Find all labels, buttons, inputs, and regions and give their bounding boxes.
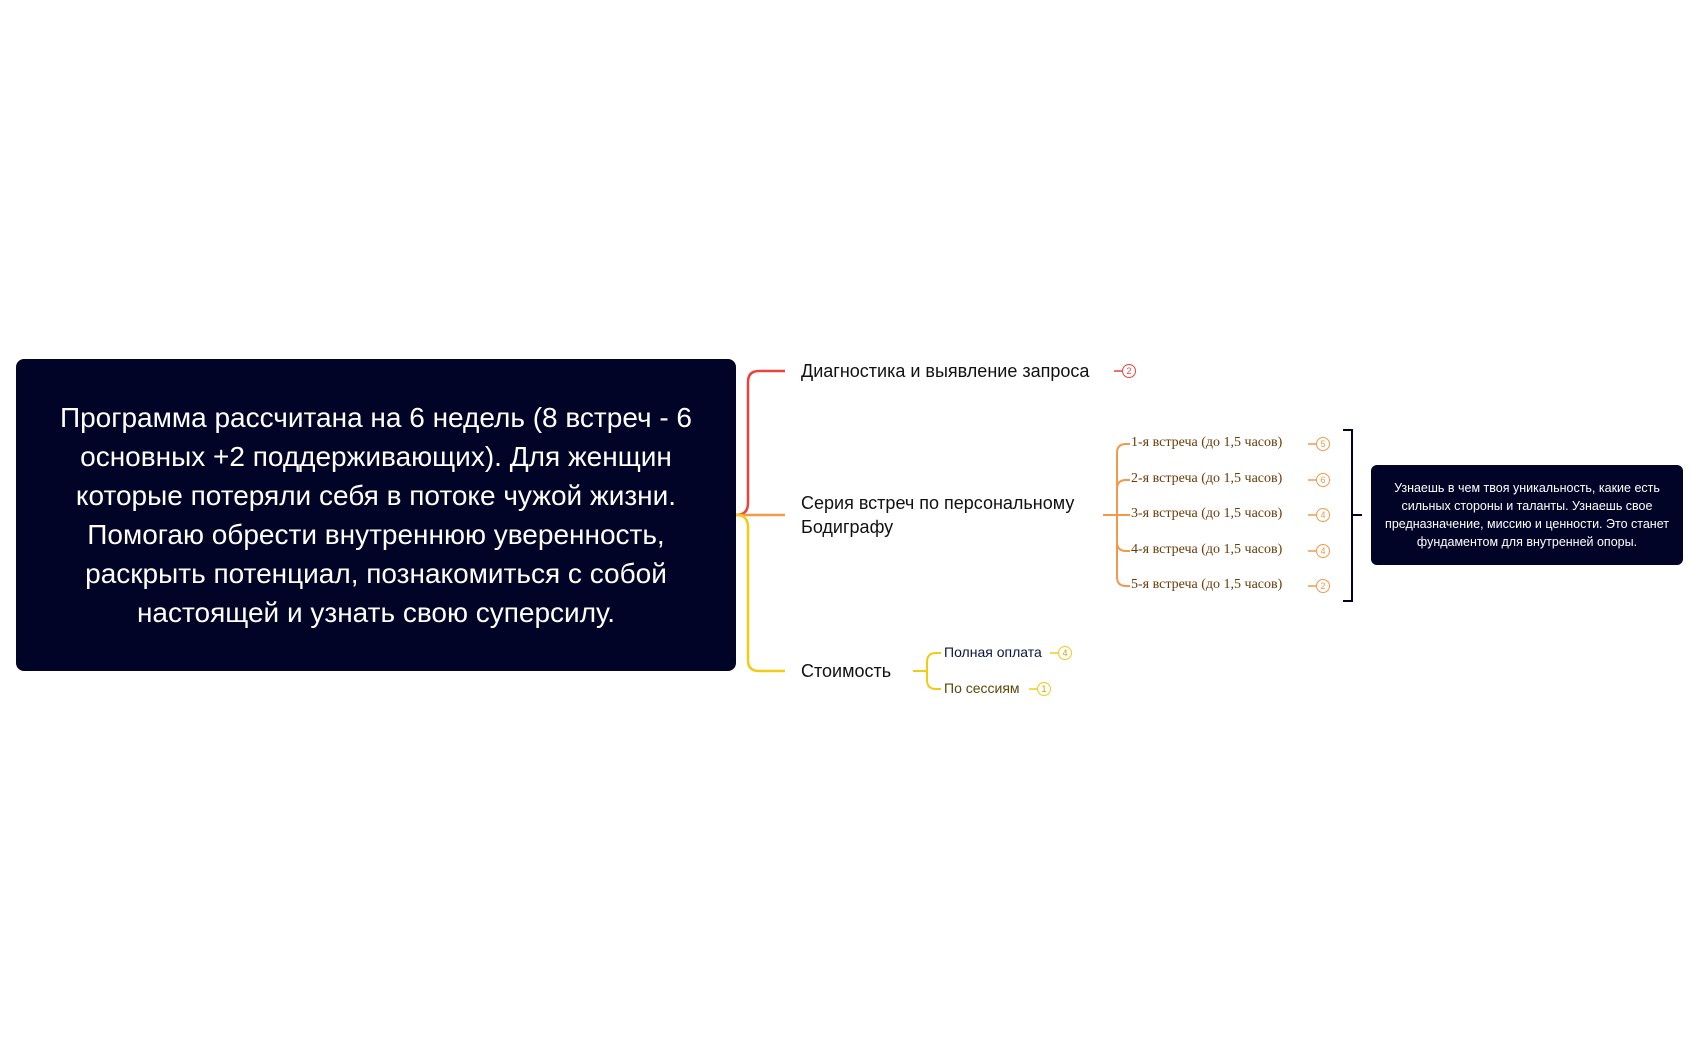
meeting-3[interactable] — [1131, 506, 1282, 522]
branch-cost[interactable] — [801, 659, 891, 683]
branch-series[interactable] — [801, 491, 1091, 539]
meeting-5-label: 5-я встреча (до 1,5 часов) — [1131, 577, 1283, 592]
cost-option-full-label: Полная оплата — [944, 644, 1042, 660]
badge-meeting-3: 4 — [1316, 508, 1330, 522]
branch-diagnostics-label: Диагностика и выявление запроса — [801, 361, 1090, 381]
badge-meeting-4: 4 — [1316, 544, 1330, 558]
meeting-2[interactable] — [1131, 471, 1282, 487]
summary-callout-text: Узнаешь в чем твоя уникальность, какие есть сильных стороны и таланты. Узнаешь свое предназначение, миссию и ценности. Это станет фундаментом для внутренней опоры. — [1385, 481, 1669, 549]
branch-diagnostics[interactable] — [801, 359, 1089, 383]
branch-cost-label: Стоимость — [801, 661, 892, 681]
summary-callout[interactable] — [1371, 465, 1683, 565]
meeting-5[interactable] — [1131, 577, 1282, 593]
meeting-1[interactable] — [1131, 435, 1282, 451]
badge-cost-option-sessions: 1 — [1037, 682, 1051, 696]
badge-meeting-5: 2 — [1316, 579, 1330, 593]
branch-series-label: Серия встреч по персональному Бодиграфу — [801, 493, 1075, 537]
badge-diagnostics: 2 — [1122, 364, 1136, 378]
summary-bracket — [1343, 430, 1362, 601]
connector-cost-option-1 — [927, 653, 941, 671]
connector-meeting-4 — [1117, 515, 1130, 551]
root-topic[interactable] — [16, 359, 736, 671]
meeting-4-label: 4-я встреча (до 1,5 часов) — [1131, 542, 1283, 557]
meeting-4[interactable] — [1131, 542, 1282, 558]
cost-option-sessions[interactable] — [944, 680, 1020, 696]
connector-diagnostics — [736, 371, 785, 515]
connector-cost-option-2 — [927, 671, 941, 689]
meeting-2-label: 2-я встреча (до 1,5 часов) — [1131, 471, 1283, 486]
connector-cost — [736, 515, 785, 671]
cost-option-sessions-label: По сессиям — [944, 680, 1020, 696]
meeting-3-label: 3-я встреча (до 1,5 часов) — [1131, 506, 1283, 521]
root-topic-text: Программа рассчитана на 6 недель (8 встреч - 6 основных +2 поддерживающих). Для женщин которые потеряли себя в потоке чужой жизни. Помогаю обрести внутреннюю уверенность, раскрыть потенциал, познакомиться с собой настоящей и узнать свою суперсилу. — [59, 402, 693, 628]
meeting-1-label: 1-я встреча (до 1,5 часов) — [1131, 435, 1283, 450]
cost-option-full[interactable] — [944, 644, 1042, 660]
badge-meeting-2: 6 — [1316, 473, 1330, 487]
connector-meeting-2 — [1117, 480, 1130, 489]
badge-meeting-1: 5 — [1316, 437, 1330, 451]
badge-cost-option-full: 4 — [1058, 646, 1072, 660]
